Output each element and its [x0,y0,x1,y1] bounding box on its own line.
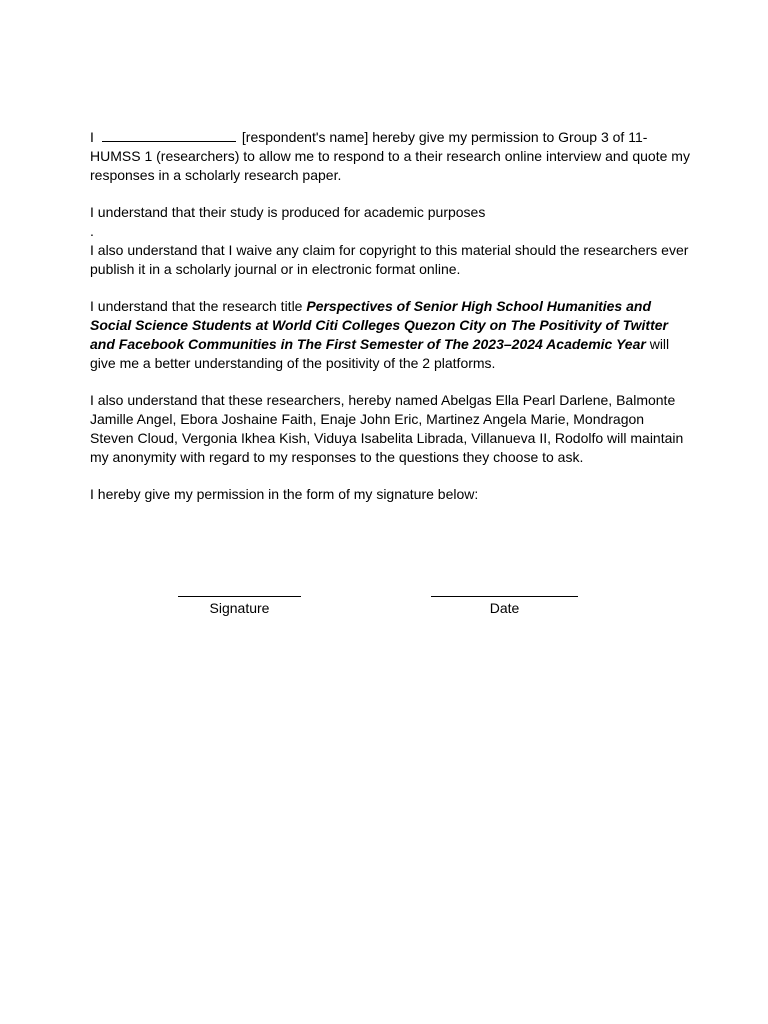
permission-paragraph: I hereby give my permission in the form of my signature below: [90,486,479,502]
researchers-paragraph: I also understand that these researchers, hereby named Abelgas Ella Pearl Darlene, Balmonte Jamille Angel, Ebora Joshaine Faith, Enaje John Eric, Martinez Angela Marie, Mondragon Steven Cloud, Vergonia Ikhea Kish, Viduya Isabelita Librada, Villanueva II, Rodolfo will maintain my anonymity with regard to my responses to the questions they choose to ask. [90,392,684,465]
research-title-paragraph [90,297,690,373]
date-block [431,596,578,617]
respondent-name-blank [102,129,236,142]
signature-block [178,596,301,617]
consent-letter-body [90,128,690,522]
signature-section [0,596,768,626]
signature-label: Signature [209,600,270,616]
intro-i: I [90,129,94,145]
research-title: Perspectives of Senior High School Humanities and Social Science Students at World Citi Colleges Quezon City on The Positivity of Twitter and Facebook Communities in The First Semester of The 2023–2024 Academic Year [90,298,668,352]
copyright-paragraph: I also understand that I waive any claim for copyright to this material should the researchers ever publish it in a scholarly journal or in electronic format online. [90,242,689,277]
research-title-tail: will give me a better understanding of the positivity of the 2 platforms. [90,336,670,371]
research-title-lead: I understand that the research title [90,298,307,314]
signature-line [178,596,301,597]
academic-purpose-paragraph: I understand that their study is produced for academic purposes [90,204,486,220]
intro-paragraph [90,128,690,185]
date-label: Date [489,600,520,616]
date-line [431,596,578,597]
intro-text: [respondent's name] hereby give my permission to Group 3 of 11-HUMSS 1 (researchers) to allow me to respond to a their research online interview and quote my responses in a scholarly research paper. [90,129,690,183]
stray-period: . [90,223,94,239]
